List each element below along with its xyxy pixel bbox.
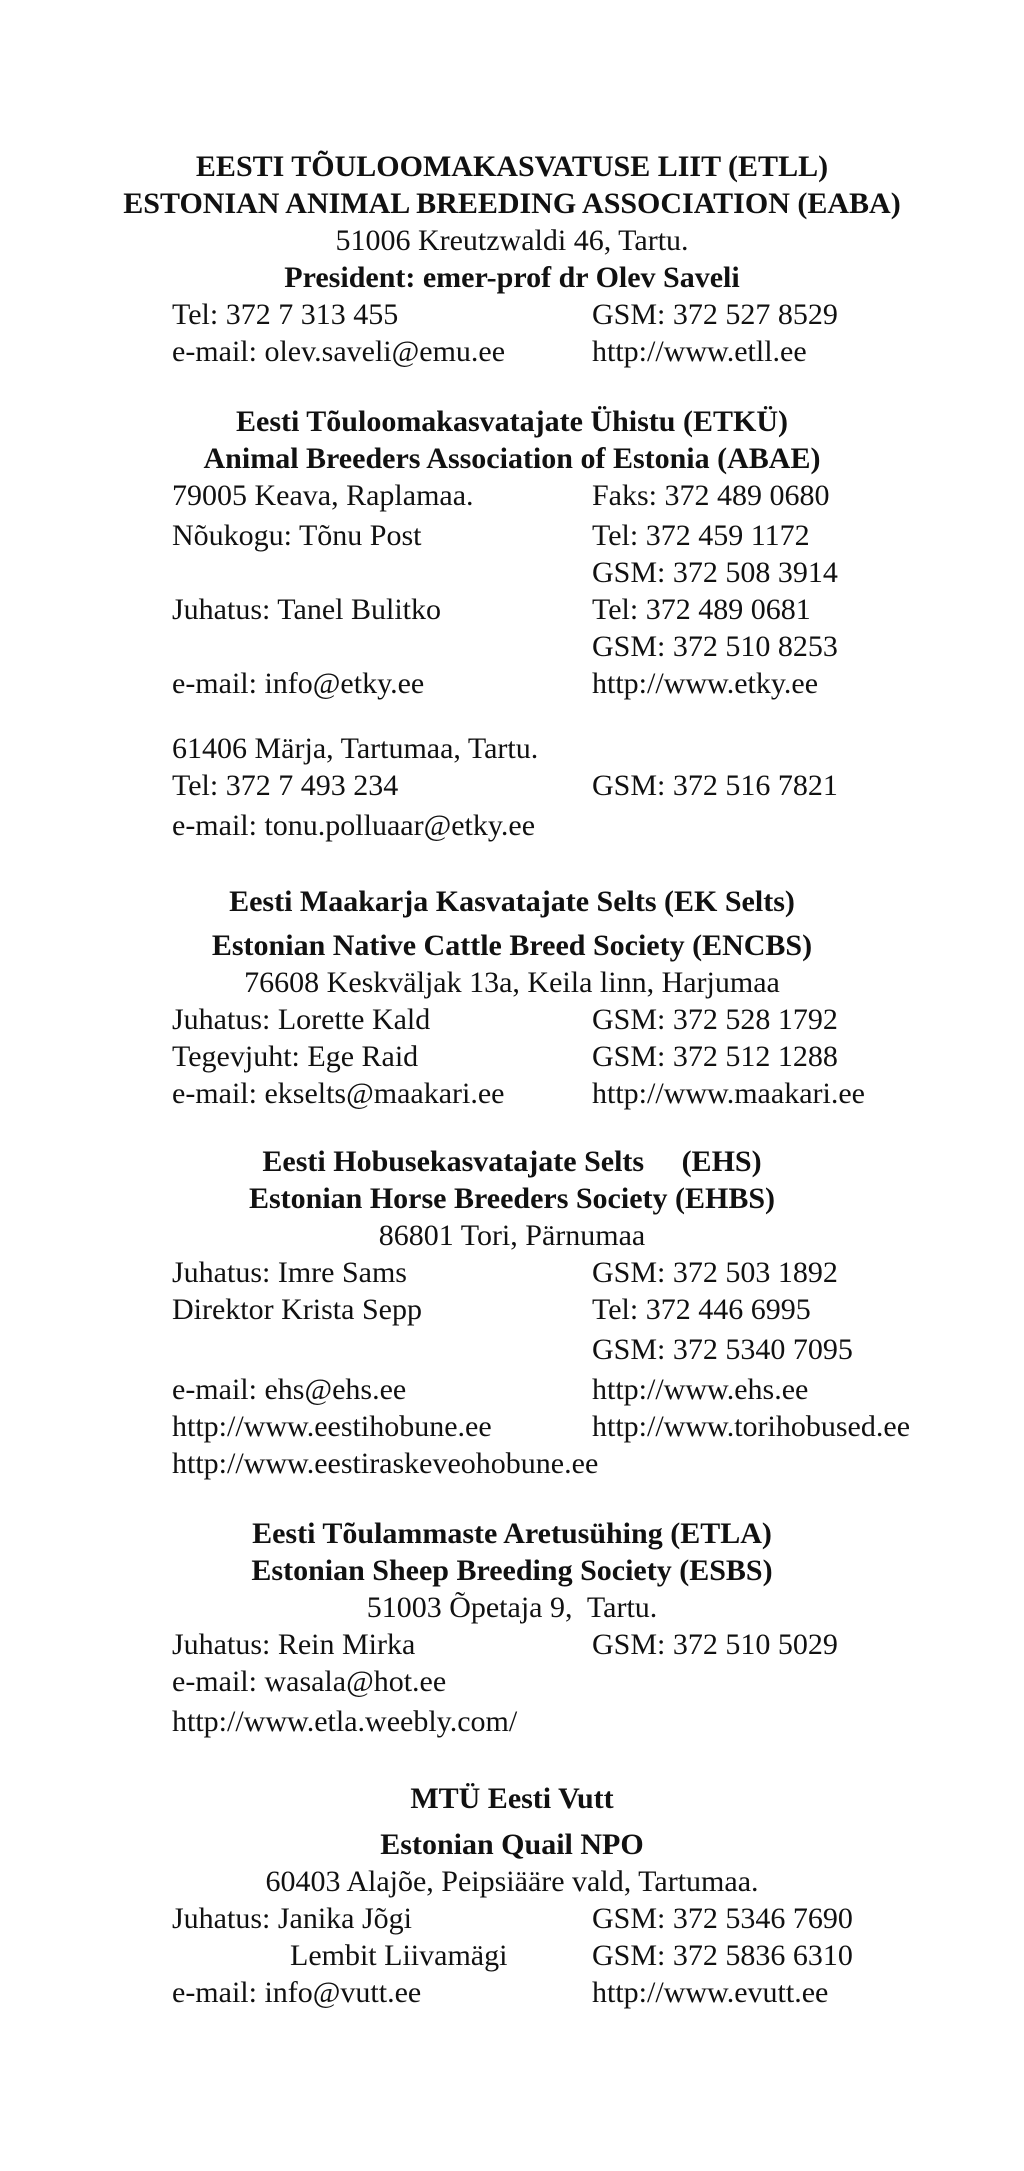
contact-row — [0, 665, 1024, 702]
etku-branch-email: e-mail: tonu.polluaar@etky.ee — [172, 809, 536, 842]
etll-section — [0, 148, 1024, 370]
ehs-website-2: http://www.eestihobune.ee — [172, 1410, 492, 1443]
etla-name-et: Eesti Tõulammaste Aretusühing (ETLA) — [252, 1517, 772, 1550]
ehs-address: 86801 Tori, Pärnumaa — [378, 1219, 646, 1252]
etla-address: 51003 Õpetaja 9, Tartu. — [366, 1591, 658, 1624]
contact-row — [0, 807, 1024, 844]
contact-row — [0, 1663, 1024, 1703]
etku-branch-address: 61406 Märja, Tartumaa, Tartu. — [172, 732, 539, 765]
vutt-board-gsm: GSM: 372 5346 7690 — [592, 1902, 853, 1935]
vutt-board-2-gsm: GSM: 372 5836 6310 — [592, 1939, 853, 1972]
etll-website: http://www.etll.ee — [592, 335, 807, 368]
contact-row — [0, 333, 1024, 370]
etku-council: Nõukogu: Tõnu Post — [172, 519, 422, 552]
contact-row — [0, 628, 1024, 665]
contact-row — [0, 1974, 1024, 2011]
ek-selts-board-gsm: GSM: 372 528 1792 — [592, 1003, 838, 1036]
etku-branch-section — [0, 730, 1024, 844]
contact-row — [0, 1371, 1024, 1408]
contact-row — [0, 1001, 1024, 1038]
etku-branch-gsm: GSM: 372 516 7821 — [592, 769, 838, 802]
ehs-website-4: http://www.eestiraskeveohobune.ee — [172, 1447, 599, 1480]
ehs-email: e-mail: ehs@ehs.ee — [172, 1373, 407, 1406]
ek-selts-email: e-mail: ekselts@maakari.ee — [172, 1077, 505, 1110]
etla-name-en: Estonian Sheep Breeding Society (ESBS) — [251, 1554, 773, 1587]
etku-section — [0, 403, 1024, 702]
contact-row — [0, 730, 1024, 767]
ek-selts-manager-gsm: GSM: 372 512 1288 — [592, 1040, 838, 1073]
vutt-board: Juhatus: Janika Jõgi — [172, 1902, 412, 1935]
contact-row — [0, 1703, 1024, 1740]
etll-tel: Tel: 372 7 313 455 — [172, 298, 399, 331]
contact-row — [0, 1038, 1024, 1075]
vutt-name-en: Estonian Quail NPO — [380, 1828, 644, 1861]
etku-fax: Faks: 372 489 0680 — [592, 479, 830, 512]
contact-row — [0, 1937, 1024, 1974]
etku-branch-tel: Tel: 372 7 493 234 — [172, 769, 399, 802]
etll-name-en: ESTONIAN ANIMAL BREEDING ASSOCIATION (EABA) — [123, 187, 901, 220]
contact-row — [0, 477, 1024, 517]
ehs-website-3: http://www.torihobused.ee — [592, 1410, 911, 1443]
contact-row — [0, 1254, 1024, 1291]
contact-row — [0, 1291, 1024, 1331]
contact-row — [0, 296, 1024, 333]
vutt-website: http://www.evutt.ee — [592, 1976, 829, 2009]
contact-row — [0, 1408, 1024, 1445]
ehs-name-et: Eesti Hobusekasvatajate Selts (EHS) — [262, 1145, 762, 1178]
etku-website: http://www.etky.ee — [592, 667, 819, 700]
etll-address: 51006 Kreutzwaldi 46, Tartu. — [335, 224, 689, 257]
etku-address: 79005 Keava, Raplamaa. — [172, 479, 474, 512]
contact-row — [0, 767, 1024, 807]
vutt-section — [0, 1780, 1024, 2011]
contact-row — [0, 1075, 1024, 1112]
etku-email: e-mail: info@etky.ee — [172, 667, 425, 700]
vutt-board-2: Lembit Liivamägi — [290, 1939, 508, 1972]
etku-council-tel: Tel: 372 459 1172 — [592, 519, 810, 552]
ehs-director: Direktor Krista Sepp — [172, 1293, 422, 1326]
ek-selts-name-et: Eesti Maakarja Kasvatajate Selts (EK Selts) — [229, 885, 795, 918]
vutt-address: 60403 Alajõe, Peipsiääre vald, Tartumaa. — [265, 1865, 759, 1898]
etla-website: http://www.etla.weebly.com/ — [172, 1705, 518, 1738]
ek-selts-website: http://www.maakari.ee — [592, 1077, 865, 1110]
ek-selts-manager: Tegevjuht: Ege Raid — [172, 1040, 419, 1073]
contact-row — [0, 1331, 1024, 1371]
vutt-email: e-mail: info@vutt.ee — [172, 1976, 422, 2009]
etku-board: Juhatus: Tanel Bulitko — [172, 593, 442, 626]
etll-president: President: emer-prof dr Olev Saveli — [284, 261, 740, 294]
ek-selts-name-en: Estonian Native Cattle Breed Society (ENCBS) — [211, 929, 813, 962]
contact-row — [0, 1900, 1024, 1937]
ehs-name-en: Estonian Horse Breeders Society (EHBS) — [248, 1182, 776, 1215]
ek-selts-board: Juhatus: Lorette Kald — [172, 1003, 431, 1036]
etll-name-et: EESTI TÕULOOMAKASVATUSE LIIT (ETLL) — [195, 150, 829, 183]
contact-row — [0, 591, 1024, 628]
etku-board-tel: Tel: 372 489 0681 — [592, 593, 811, 626]
ehs-board: Juhatus: Imre Sams — [172, 1256, 407, 1289]
ehs-board-gsm: GSM: 372 503 1892 — [592, 1256, 838, 1289]
etku-name-et: Eesti Tõuloomakasvatajate Ühistu (ETKÜ) — [236, 405, 788, 438]
etla-email: e-mail: wasala@hot.ee — [172, 1665, 447, 1698]
contact-row — [0, 554, 1024, 591]
etla-board: Juhatus: Rein Mirka — [172, 1628, 416, 1661]
contact-row — [0, 1445, 1024, 1482]
ek-selts-address: 76608 Keskväljak 13a, Keila linn, Harjumaa — [244, 966, 780, 999]
etla-section — [0, 1515, 1024, 1740]
ehs-director-tel: Tel: 372 446 6995 — [592, 1293, 811, 1326]
etku-name-en: Animal Breeders Association of Estonia (ABAE) — [203, 442, 821, 475]
contact-row — [0, 517, 1024, 554]
ek-selts-section — [0, 883, 1024, 1112]
etku-council-gsm: GSM: 372 508 3914 — [592, 556, 838, 589]
ehs-director-gsm: GSM: 372 5340 7095 — [592, 1333, 853, 1366]
etll-gsm: GSM: 372 527 8529 — [592, 298, 838, 331]
etku-board-gsm: GSM: 372 510 8253 — [592, 630, 838, 663]
etla-board-gsm: GSM: 372 510 5029 — [592, 1628, 838, 1661]
etll-email: e-mail: olev.saveli@emu.ee — [172, 335, 506, 368]
ehs-section — [0, 1143, 1024, 1482]
vutt-name-et: MTÜ Eesti Vutt — [410, 1782, 614, 1815]
contact-row — [0, 1626, 1024, 1663]
ehs-website: http://www.ehs.ee — [592, 1373, 809, 1406]
